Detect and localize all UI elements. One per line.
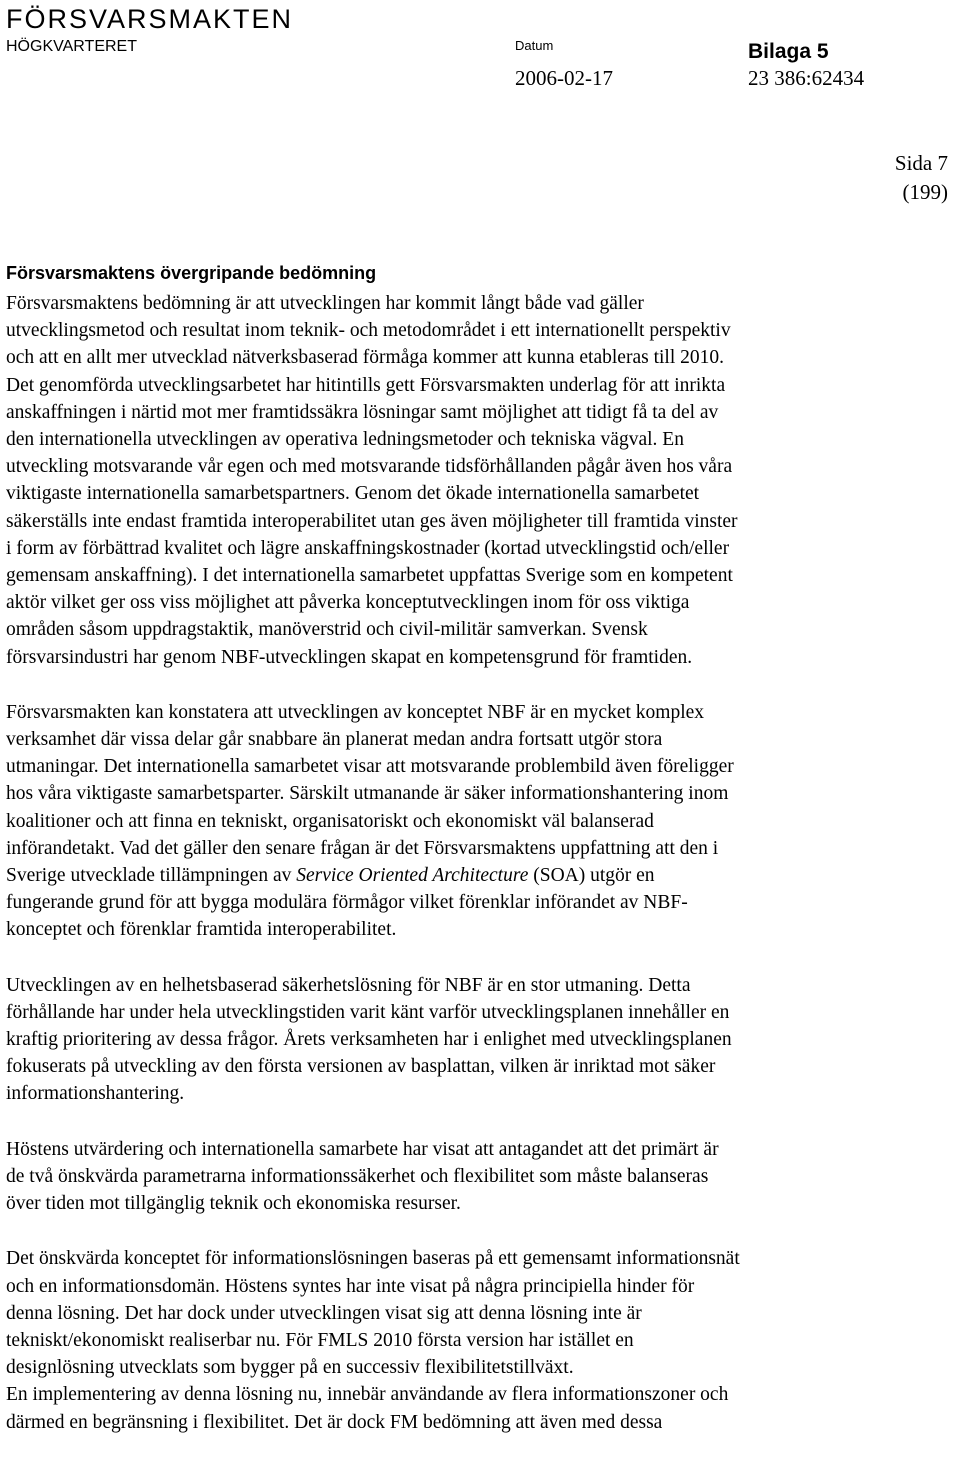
section-heading: Försvarsmaktens övergripande bedömning xyxy=(6,263,377,283)
document-body xyxy=(6,290,936,1436)
date-label: Datum xyxy=(515,38,554,53)
organization-unit: HÖGKVARTERET xyxy=(6,38,137,55)
text-line: förhållande har under hela utvecklingstiden varit känt varför utvecklingsplanen innehåller en xyxy=(6,1001,730,1023)
organization-name: FÖRSVARSMAKTEN xyxy=(6,4,294,34)
text-line: i form av förbättrad kvalitet och lägre anskaffningskostnader (kortad utvecklingstid och/eller xyxy=(6,537,730,559)
text-line: denna lösning. Det har dock under utvecklingen visat sig att denna lösning inte är xyxy=(6,1302,642,1324)
page-total: (199) xyxy=(902,180,948,204)
text-line: designlösning utvecklats som bygger på en successiv flexibilitetstillväxt. xyxy=(6,1357,574,1379)
page-number: Sida 7 xyxy=(894,151,948,175)
text-line: Försvarsmaktens bedömning är att utvecklingen har kommit långt både vad gäller xyxy=(6,293,644,314)
text-line: säkerställs inte endast framtida interoperabilitet utan ges även möjligheter till framtida vinster xyxy=(6,510,738,532)
text-line: fokuserats på utveckling av den första versionen av basplattan, vilken är inriktad mot säker xyxy=(6,1056,716,1078)
text-line: Försvarsmakten kan konstatera att utvecklingen av konceptet NBF är en mycket komplex xyxy=(6,701,705,723)
text-line: anskaffningen i närtid mot mer framtidssäkra lösningar samt möjlighet att tidigt få ta del av xyxy=(6,401,719,423)
text-line: kraftig prioritering av dessa frågor. Årets verksamheten har i enlighet med utvecklingsplanen xyxy=(6,1029,732,1051)
reference-number: 23 386:62434 xyxy=(748,66,865,90)
text-line: konceptet och förenklar framtida interoperabilitet. xyxy=(6,919,397,941)
text-line: över tiden mot tillgänglig teknik och ekonomiska resurser. xyxy=(6,1193,461,1215)
text-line: En implementering av denna lösning nu, innebär användande av flera informationszoner och xyxy=(6,1384,729,1406)
text-line: tekniskt/ekonomiskt realiserbar nu. För FMLS 2010 första version har istället en xyxy=(6,1329,634,1351)
text-line-soa xyxy=(6,862,936,889)
text-line: utvecklingsmetod och resultat inom teknik- och metodområdet i ett internationellt perspektiv xyxy=(6,320,731,342)
text-line: utveckling motsvarande vår egen och med motsvarande tidsförhållanden pågår även hos våra xyxy=(6,456,733,478)
text-line: försvarsindustri har genom NBF-utvecklingen skapat en kompetensgrund för framtiden. xyxy=(6,646,693,668)
text-line: Det önskvärda konceptet för informationslösningen baseras på ett gemensamt informationsnät xyxy=(6,1248,740,1270)
soa-text-before: Sverige utvecklade tillämpningen av xyxy=(6,865,297,887)
text-line: och en informationsdomän. Höstens syntes har inte visat på några principiella hinder för xyxy=(6,1275,695,1297)
text-line: införandetakt. Vad det gäller den senare frågan är det Försvarsmaktens uppfattning att den i xyxy=(6,837,719,859)
text-line: viktigaste internationella samarbetspartners. Genom det ökade internationella samarbetet xyxy=(6,483,700,505)
soa-term: Service Oriented Architecture xyxy=(296,865,529,887)
text-line: områden såsom uppdragstaktik, manöverstrid och civil-militär samverkan. Svensk xyxy=(6,619,648,641)
text-line: aktör vilket ger oss viss möjlighet att påverka konceptutvecklingen inom för oss viktiga xyxy=(6,592,690,614)
paragraph-evaluation xyxy=(6,1136,936,1218)
text-line: informationshantering. xyxy=(6,1083,185,1105)
paragraph-implementation xyxy=(6,1381,936,1435)
text-line: hos våra viktigaste samarbetsparter. Särskilt utmanande är säker informationshantering inom xyxy=(6,783,729,805)
paragraph-complexity xyxy=(6,699,936,944)
text-line: därmed en begränsning i flexibilitet. Det är dock FM bedömning att även med dessa xyxy=(6,1411,663,1433)
paragraph-concept xyxy=(6,1245,936,1381)
text-line: Höstens utvärdering och internationella samarbete har visat att antagandet att det primärt är xyxy=(6,1138,719,1160)
soa-text-after: (SOA) utgör en xyxy=(528,865,655,887)
text-line: verksamhet där vissa delar går snabbare än planerat medan andra fortsatt utgör stora xyxy=(6,729,663,751)
text-line: fungerande grund för att bygga modulära förmågor vilket förenklar införandet av NBF- xyxy=(6,892,688,914)
text-line: den internationella utvecklingen av operativa ledningsmetoder och tekniska vägval. En xyxy=(6,429,684,451)
text-line: koalitioner och att finna en tekniskt, organisatoriskt och ekonomiskt väl balanserad xyxy=(6,810,654,832)
text-line: Utvecklingen av en helhetsbaserad säkerhetslösning för NBF är en stor utmaning. Detta xyxy=(6,974,691,996)
text-line: Det genomförda utvecklingsarbetet har hitintills gett Försvarsmakten underlag för att inrikta xyxy=(6,374,726,396)
document-date: 2006-02-17 xyxy=(515,66,613,90)
paragraph-security xyxy=(6,972,936,1108)
text-line: de två önskvärda parametrarna informationssäkerhet och flexibilitet som måste balanseras xyxy=(6,1165,709,1187)
text-line: gemensam anskaffning). I det internationella samarbetet uppfattas Sverige som en kompetent xyxy=(6,565,733,587)
text-line: utmaningar. Det internationella samarbetet visar att motsvarande problembild även föreligger xyxy=(6,756,734,778)
paragraph-assessment xyxy=(6,290,936,671)
attachment-label: Bilaga 5 xyxy=(748,40,829,63)
text-line: och att en allt mer utvecklad nätverksbaserad förmåga kommer att kunna etableras till 2010. xyxy=(6,347,724,369)
